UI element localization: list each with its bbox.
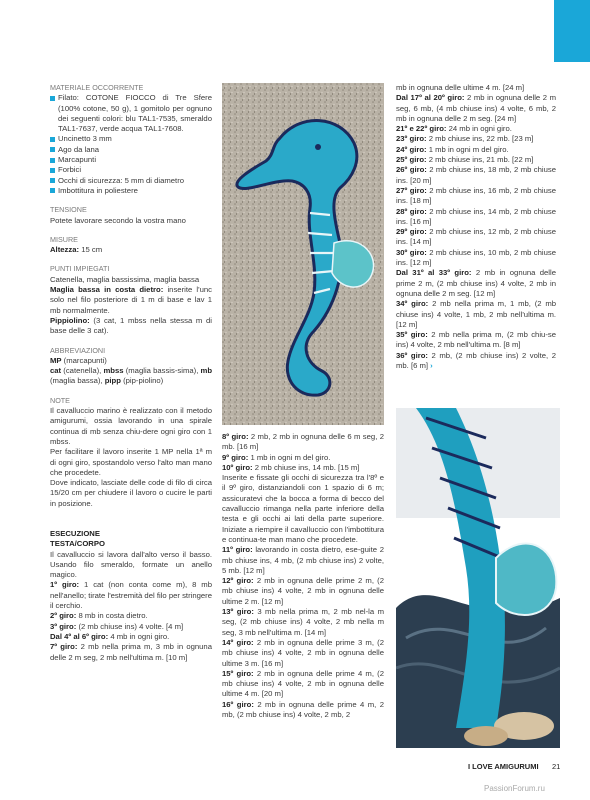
material-item: Occhi di sicurezza: 5 mm di diametro <box>50 176 212 186</box>
round-label: 26º giro: <box>396 165 427 175</box>
stitch-pip <box>50 316 212 337</box>
measures-label: Altezza: <box>50 245 80 255</box>
round-line <box>396 124 556 134</box>
round-text: 2 mb, 2 mb in ognuna delle 6 m seg, 2 mb. [16 m] <box>222 432 384 452</box>
measures-title: MISURE <box>50 234 78 244</box>
round-text: 2 mb chiuse ins, 10 mb, 2 mb chiuse ins. [12 m] <box>396 247 556 268</box>
round-label: 9º giro: <box>222 452 249 462</box>
round-line <box>396 165 556 186</box>
abbrev-pipp-text: (pip-piolino) <box>123 376 164 386</box>
round-label: 29º giro: <box>396 227 427 237</box>
round-label: 12º giro: <box>222 576 254 586</box>
round-line <box>50 642 212 663</box>
stitches-title: PUNTI IMPIEGATI <box>50 264 110 274</box>
round-line <box>396 155 556 165</box>
seahorse-closeup-image <box>396 408 560 748</box>
round-line <box>222 669 384 700</box>
round-text: 2 mb nella prima m, 3 mb in ognuna delle 2 m seg, 2 mb nell'ultima m. [10 m] <box>50 642 212 662</box>
round-text: 2 mb in ognuna delle prime 2 m, (2 mb chiuse ins) 4 volte, 2 mb in ognuna delle 2 m seg. [12 m] <box>396 268 556 298</box>
round-line <box>50 580 212 611</box>
round-line <box>396 186 556 207</box>
abbrev-title: ABBREVIAZIONI <box>50 345 106 355</box>
round-label: Dal 4º al 6º giro: <box>50 631 109 641</box>
round-text: 3 mb nella prima m, 2 mb nel-la m seg, (2 mb chiuse ins) 4 volte, 2 mb nella m seg, 3 mb nell'ultima m. [14 m] <box>222 607 384 637</box>
round-line <box>222 453 384 463</box>
round-label: 30º giro: <box>396 247 427 257</box>
round-text: 2 mb in ognuna delle prime 4 m, 2 mb, (2 mb chiuse ins) 4 volte, 2 mb, 2 <box>222 699 385 720</box>
round-text: (2 mb chiuse ins) 4 volte. [4 m] <box>78 621 184 631</box>
round-text: 4 mb in ogni giro. <box>110 631 170 641</box>
rounds-mid <box>222 432 384 473</box>
stitch-mb-costa <box>50 285 212 316</box>
note-p1: Il cavalluccio marino è realizzato con il metodo amigurumi, ossia lavorando in una spirale continua di mb senza chiu-dere ogni giro con 1 mbss. <box>50 406 212 446</box>
round-line <box>396 134 556 144</box>
round-text: 2 mb nella prima m, (2 mb chiu-se ins) 4 volte, 2 mb nell'ultima m. [8 m] <box>396 330 556 350</box>
round-line <box>222 576 384 607</box>
round-label: 28º giro: <box>396 206 427 216</box>
round-text: 8 mb in costa dietro. <box>78 611 148 621</box>
rounds-mid2 <box>222 545 384 720</box>
right-top-line: mb in ognuna delle ultime 4 m. [24 m] <box>396 83 525 92</box>
round-text: 2 mb chiuse ins, 12 mb, 2 mb chiuse ins. [14 m] <box>396 227 556 247</box>
tension-title: TENSIONE <box>50 205 87 215</box>
execution-intro: Il cavalluccio si lavora dall'alto verso il basso. Usando filo smeraldo, formate un anello magico. <box>50 549 212 580</box>
stitch-mb-label: Maglia bassa in costa dietro: <box>50 285 164 295</box>
material-item: Forbici <box>50 165 212 175</box>
seahorse-closeup-photo <box>396 408 560 748</box>
round-label: 36º giro: <box>396 350 428 360</box>
round-label: 16º giro: <box>222 699 254 709</box>
round-text: 2 mb chiuse ins, 16 mb, 2 mb chiuse ins. [18 m] <box>396 185 556 206</box>
stitch-mb-text: inserite l'unc solo nel filo posteriore di 1 m di base e lav 1 mb normalmente. <box>50 285 213 315</box>
round-line <box>396 330 556 351</box>
round-line <box>396 248 556 269</box>
round-line <box>222 700 384 721</box>
stitch-pip-label: Pippiolino: <box>50 315 90 325</box>
round-line <box>222 607 384 638</box>
round-line <box>50 632 212 642</box>
round-text: 2 mb in ognuna delle prime 2 m, (2 mb chiuse ins) 4 volte, 2 mb in ognuna delle ultime 2 m. [12 m] <box>222 576 384 606</box>
round-label: Dal 31º al 33º giro: <box>396 268 472 278</box>
round-label: 24º giro: <box>396 144 427 154</box>
round-line <box>222 432 384 453</box>
round-label: 34º giro: <box>396 299 429 309</box>
round-text: 1 cat (non conta come m), 8 mb nell'anello; tirate l'estremità del filo per stringere il cerchio. <box>50 580 212 611</box>
round-line <box>396 268 556 299</box>
note-title: NOTE <box>50 395 70 405</box>
round-text: 1 mb in ogni m del giro. <box>428 144 509 154</box>
magazine-name: I LOVE AMIGURUMI <box>468 762 539 771</box>
round-line <box>50 622 212 632</box>
round-text: 2 mb chiuse ins, 22 mb. [23 m] <box>428 134 534 144</box>
rounds-right <box>396 93 556 371</box>
materials-title: MATERIALE OCCORRENTE <box>50 83 144 92</box>
execution-subtitle: TESTA/CORPO <box>50 539 105 549</box>
round-text: 1 mb in ogni m del giro. <box>250 452 331 462</box>
abbrev-cat: cat <box>50 366 62 376</box>
execution-title: ESECUZIONE <box>50 528 100 538</box>
note-p2: Per facilitare il lavoro inserite 1 MP nella 1ª m di ogni giro, spostandolo verso l'alto man mano che procedete. <box>50 447 212 477</box>
round-label: 8º giro: <box>222 432 249 441</box>
rounds-left <box>50 580 212 662</box>
round-label: 25º giro: <box>396 155 427 165</box>
material-item: Filato: COTONE FIOCCO di Tre Sfere (100% cotone, 50 g), 1 gomitolo per ognuno dei seguenti colori: blu TAL1-7535, smeraldo TAL1-7637, verde acqua TAL1-7608. <box>50 93 212 134</box>
watermark: PassionForum.ru <box>484 784 545 793</box>
round-line <box>396 299 556 330</box>
round-label: Dal 17º al 20º giro: <box>396 93 465 103</box>
round-text: 2 mb nella prima m, 1 mb, (2 mb chiuse ins) 4 volte, 1 mb, 2 mb nell'ultima m. [12 m] <box>396 299 557 329</box>
round-line <box>50 611 212 621</box>
round-label: 7º giro: <box>50 642 78 652</box>
left-column <box>50 83 212 663</box>
round-line <box>396 145 556 155</box>
tension-text: Potete lavorare secondo la vostra mano <box>50 215 186 225</box>
round-line <box>222 638 384 669</box>
abbrev-text <box>50 356 212 387</box>
abbrev-mbss-text: (maglia bassis-sima), <box>125 366 199 376</box>
round-label: 10º giro: <box>222 462 253 472</box>
round-text: lavorando in costa dietro, ese-guite 2 mb chiuse ins, 4 mb, (2 mb chiuse ins) 2 volte, 5 mb. [12 m] <box>222 545 384 575</box>
seahorse-sand-image <box>222 83 384 425</box>
round-label: 23º giro: <box>396 134 427 144</box>
material-item: Imbottitura in poliestere <box>50 186 212 196</box>
seahorse-sand-photo <box>222 83 384 425</box>
material-item: Marcapunti <box>50 155 212 165</box>
round-text: 2 mb chiuse ins, 14 mb. [15 m] <box>254 462 360 472</box>
stitches-line: Catenella, maglia bassissima, maglia bassa <box>50 274 200 284</box>
round-text: 2 mb in ognuna delle prime 3 m, (2 mb chiuse ins) 4 volte, 2 mb in ognuna delle ultime 3 m. [16 m] <box>222 637 384 668</box>
material-item: Uncinetto 3 mm <box>50 134 212 144</box>
round-text: 2 mb chiuse ins, 21 mb. [22 m] <box>428 155 534 165</box>
eyes-paragraph: Inserite e fissate gli occhi di sicurezza tra l'8º e il 9º giro, distanziandoli con 1 spazio di 6 m; assicuratevi che la bocca a forma di becco del cavalluccio rimanga nella parte inferiore della testa e gli occhi ai lati della parte superiore. Iniziate a riempire il cavalluccio con l'imbottitura e continua-te man mano che procedete. <box>222 473 384 544</box>
round-label: 35º giro: <box>396 330 428 340</box>
continue-arrow-icon: › <box>428 361 433 371</box>
page-number: 21 <box>552 762 561 771</box>
stitch-pip-text: (3 cat, 1 mbss nella stessa m di base delle 3 cat). <box>50 315 212 336</box>
measures-value: 15 cm <box>81 245 103 255</box>
abbrev-mp: MP <box>50 355 62 365</box>
round-line <box>396 93 556 124</box>
measures-line <box>50 245 212 255</box>
round-label: 27º giro: <box>396 185 427 195</box>
abbrev-mbss: mbss <box>103 366 124 376</box>
round-line <box>396 351 556 372</box>
round-label: 1º giro: <box>50 580 80 590</box>
abbrev-mb-text: (maglia bassa), <box>50 376 103 386</box>
round-label: 21º e 22º giro: <box>396 124 447 134</box>
round-text: 24 mb in ogni giro. <box>448 124 512 134</box>
middle-column <box>222 432 384 720</box>
material-item: Ago da lana <box>50 145 212 155</box>
round-line <box>222 463 384 473</box>
round-label: 14º giro: <box>222 637 254 647</box>
abbrev-mb: mb <box>200 366 213 376</box>
round-line <box>396 207 556 228</box>
note-p3: Dove indicato, lasciate delle code di filo di circa 15/20 cm per chiudere il lavoro o cucire le parti in posizione. <box>50 478 212 508</box>
round-text: 2 mb in ognuna delle prime 4 m, (2 mb chiuse ins) 4 volte, 2 mb in ognuna delle ultime 4 m. [20 m] <box>222 668 384 699</box>
round-label: 3º giro: <box>50 621 77 631</box>
round-label: 2º giro: <box>50 611 77 621</box>
abbrev-pipp: pipp <box>104 376 121 386</box>
round-text: 2 mb chiuse ins, 18 mb, 2 mb chiuse ins. [20 m] <box>396 165 556 185</box>
abbrev-mp-text: (marcapunti) <box>63 355 107 365</box>
round-label: 11º giro: <box>222 545 253 555</box>
round-line <box>222 545 384 576</box>
abbrev-cat-text: (catenella), <box>63 366 102 376</box>
round-text: 2 mb in ognuna delle 2 m seg, 6 mb, (4 mb chiuse ins) 4 volte, 6 mb, 2 mb in ognuna delle 2 m seg. [24 m] <box>396 93 556 123</box>
materials-list <box>50 93 212 196</box>
section-tab <box>554 0 590 62</box>
round-label: 15º giro: <box>222 668 254 678</box>
round-text: 2 mb chiuse ins, 14 mb, 2 mb chiuse ins. [16 m] <box>396 206 556 226</box>
round-line <box>396 227 556 248</box>
round-text: 2 mb, (2 mb chiuse ins) 2 volte, 2 mb. [6 m] <box>396 350 556 371</box>
right-column <box>396 83 556 371</box>
round-label: 13º giro: <box>222 607 254 617</box>
